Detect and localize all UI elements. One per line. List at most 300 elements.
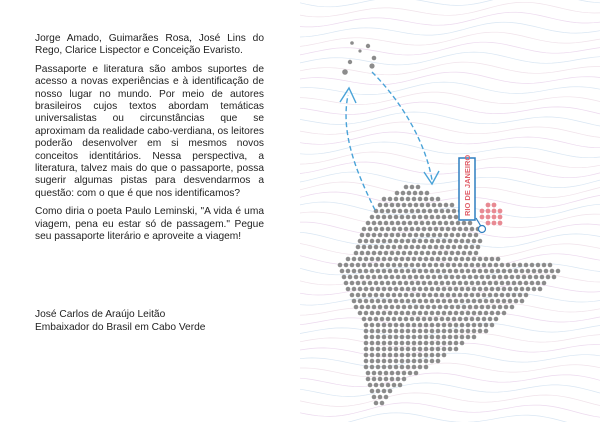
map-dot xyxy=(400,365,405,370)
map-dot xyxy=(474,305,479,310)
map-dot xyxy=(376,257,381,262)
map-dot xyxy=(372,275,377,280)
map-dot xyxy=(424,341,429,346)
rio-dot xyxy=(498,221,503,226)
map-illustration xyxy=(300,0,600,422)
map-dot xyxy=(442,269,447,274)
map-dot xyxy=(430,323,435,328)
paragraph-leminski: Como diria o poeta Paulo Leminski, "A vida é uma viagem, pena eu estar só de passagem." Pegue seu passaporte literário e aproveite a viagem! xyxy=(35,206,264,243)
map-dot xyxy=(424,239,429,244)
map-dot xyxy=(406,329,411,334)
map-dot xyxy=(388,323,393,328)
map-dot xyxy=(376,341,381,346)
right-page xyxy=(300,0,600,422)
map-dot xyxy=(364,323,369,328)
map-dot xyxy=(364,359,369,364)
map-dot xyxy=(512,281,517,286)
map-dot xyxy=(388,335,393,340)
map-dot xyxy=(364,329,369,334)
map-dot xyxy=(514,287,519,292)
wave-line xyxy=(300,383,600,397)
map-dot xyxy=(536,263,541,268)
map-dot xyxy=(408,371,413,376)
map-dot xyxy=(500,293,505,298)
map-dot xyxy=(454,215,459,220)
map-dot xyxy=(456,221,461,226)
map-dot xyxy=(382,299,387,304)
map-dot xyxy=(410,263,415,268)
map-dot xyxy=(428,293,433,298)
map-dot xyxy=(382,359,387,364)
map-dot xyxy=(380,383,385,388)
rio-dot xyxy=(480,215,485,220)
map-dot xyxy=(518,281,523,286)
map-dot xyxy=(406,299,411,304)
map-dot xyxy=(378,203,383,208)
map-dot xyxy=(382,347,387,352)
map-dot xyxy=(458,245,463,250)
map-dot xyxy=(376,299,381,304)
map-dot xyxy=(400,311,405,316)
map-dot xyxy=(368,263,373,268)
paragraph-passport: Passaporte e literatura são ambos suportes de acesso a novas experiências e à identificação de nosso lugar no mundo. Por meio de autores brasileiros cujos textos abordam temáticas universalistas ou circunstâncias que se aproximam da realidade cabo-verdiana, os leitores poderão desenvolver em si mesmos novos conceitos identitários. Nessa perspectiva, a literatura, talvez mais do que o passaporte, possa sugerir algumas pistas para desvendarmos a questão: com o que é que nos identificamos? xyxy=(35,63,264,199)
map-dot xyxy=(504,305,509,310)
map-dot xyxy=(402,275,407,280)
map-dot xyxy=(358,287,363,292)
map-dot xyxy=(454,347,459,352)
map-dot xyxy=(500,263,505,268)
map-dot xyxy=(488,317,493,322)
map-dot xyxy=(388,347,393,352)
map-dot xyxy=(401,191,406,196)
map-dot xyxy=(448,239,453,244)
map-dot xyxy=(406,335,411,340)
map-dot xyxy=(510,275,515,280)
wave-line xyxy=(300,42,600,55)
map-dot xyxy=(398,293,403,298)
map-dot xyxy=(422,263,427,268)
map-dot xyxy=(382,257,387,262)
map-dot xyxy=(420,221,425,226)
map-dot xyxy=(448,323,453,328)
map-dot xyxy=(406,347,411,352)
map-dot xyxy=(362,263,367,268)
map-dot xyxy=(472,239,477,244)
map-dot xyxy=(394,341,399,346)
map-dot xyxy=(352,257,357,262)
map-dot xyxy=(458,317,463,322)
map-dot xyxy=(448,347,453,352)
map-dot xyxy=(422,317,427,322)
map-dot xyxy=(448,329,453,334)
map-dot xyxy=(412,287,417,292)
map-dot xyxy=(374,293,379,298)
map-dot xyxy=(416,209,421,214)
map-dot xyxy=(424,269,429,274)
map-dot xyxy=(396,371,401,376)
map-dot xyxy=(380,263,385,268)
map-dot xyxy=(532,287,537,292)
map-dot xyxy=(442,215,447,220)
map-dot xyxy=(364,341,369,346)
map-dot xyxy=(436,269,441,274)
map-dot xyxy=(454,311,459,316)
map-dot xyxy=(448,299,453,304)
map-dot xyxy=(430,215,435,220)
map-dot xyxy=(440,227,445,232)
map-dot xyxy=(370,287,375,292)
map-dot xyxy=(460,269,465,274)
wave-line xyxy=(300,152,600,168)
map-dot xyxy=(472,287,477,292)
signature-title: Embaixador do Brasil em Cabo Verde xyxy=(35,322,206,333)
map-dot xyxy=(434,317,439,322)
map-dot xyxy=(400,269,405,274)
map-dot xyxy=(452,281,457,286)
map-dot xyxy=(502,269,507,274)
map-dot xyxy=(370,311,375,316)
map-dot xyxy=(374,245,379,250)
map-dot xyxy=(452,245,457,250)
map-dot xyxy=(460,329,465,334)
map-dot xyxy=(352,269,357,274)
map-dot xyxy=(394,197,399,202)
map-dot xyxy=(370,359,375,364)
map-dot xyxy=(412,329,417,334)
map-dot xyxy=(372,305,377,310)
map-dot xyxy=(360,305,365,310)
map-dot xyxy=(358,299,363,304)
map-dot xyxy=(432,203,437,208)
map-dot xyxy=(390,233,395,238)
map-dot xyxy=(430,239,435,244)
map-dot xyxy=(414,371,419,376)
map-dot xyxy=(428,281,433,286)
map-dot xyxy=(466,335,471,340)
rio-dot xyxy=(480,209,485,214)
map-dot xyxy=(372,371,377,376)
map-dot xyxy=(384,221,389,226)
map-dot xyxy=(386,293,391,298)
map-dot xyxy=(464,227,469,232)
map-dot xyxy=(492,275,497,280)
map-dot xyxy=(352,287,357,292)
map-dot xyxy=(494,317,499,322)
map-dot xyxy=(474,275,479,280)
rio-dot xyxy=(492,215,497,220)
map-dot xyxy=(376,287,381,292)
map-dot xyxy=(406,359,411,364)
map-dot xyxy=(484,287,489,292)
map-dot xyxy=(422,281,427,286)
map-dot xyxy=(364,257,369,262)
map-dot xyxy=(430,329,435,334)
map-dot xyxy=(410,317,415,322)
map-dot xyxy=(472,323,477,328)
map-dot xyxy=(370,347,375,352)
map-dot xyxy=(406,311,411,316)
island-dot xyxy=(358,49,361,52)
map-dot xyxy=(370,323,375,328)
map-dot xyxy=(500,281,505,286)
map-dot xyxy=(378,305,383,310)
map-dot xyxy=(460,287,465,292)
map-dot xyxy=(404,293,409,298)
map-dot xyxy=(448,269,453,274)
map-dot xyxy=(432,305,437,310)
map-dot xyxy=(390,251,395,256)
map-dot xyxy=(442,347,447,352)
map-dot xyxy=(458,293,463,298)
map-dot xyxy=(454,299,459,304)
map-dot xyxy=(446,209,451,214)
map-dot xyxy=(390,221,395,226)
map-dot xyxy=(410,209,415,214)
signature xyxy=(35,308,275,334)
map-dot xyxy=(428,263,433,268)
map-dot xyxy=(370,335,375,340)
map-dot xyxy=(482,281,487,286)
map-dot xyxy=(392,263,397,268)
map-dot xyxy=(424,323,429,328)
map-dot xyxy=(532,269,537,274)
map-dot xyxy=(544,269,549,274)
map-dot xyxy=(408,221,413,226)
map-dot xyxy=(342,275,347,280)
map-dot xyxy=(356,281,361,286)
map-dot xyxy=(424,335,429,340)
map-dot xyxy=(430,197,435,202)
map-dot xyxy=(484,329,489,334)
map-dot xyxy=(524,281,529,286)
map-dot xyxy=(526,287,531,292)
map-dot xyxy=(418,359,423,364)
map-dot xyxy=(442,239,447,244)
map-dot xyxy=(376,239,381,244)
map-dot xyxy=(472,329,477,334)
map-dot xyxy=(382,341,387,346)
map-dot xyxy=(412,215,417,220)
wave-line xyxy=(300,0,600,7)
map-dot xyxy=(390,275,395,280)
map-dot xyxy=(436,335,441,340)
rio-dot xyxy=(492,203,497,208)
map-dot xyxy=(536,281,541,286)
map-dot xyxy=(518,293,523,298)
map-dot xyxy=(542,263,547,268)
map-dot xyxy=(506,263,511,268)
map-dot xyxy=(398,245,403,250)
map-dot xyxy=(458,227,463,232)
map-dot xyxy=(424,311,429,316)
map-dot xyxy=(378,221,383,226)
map-dot xyxy=(384,371,389,376)
map-dot xyxy=(472,335,477,340)
map-dot xyxy=(412,359,417,364)
map-dot xyxy=(454,335,459,340)
map-dot xyxy=(428,317,433,322)
map-dot xyxy=(350,281,355,286)
map-dot xyxy=(394,365,399,370)
wave-line xyxy=(300,142,600,158)
map-dot xyxy=(404,263,409,268)
map-dot xyxy=(412,365,417,370)
map-dot xyxy=(450,203,455,208)
map-dot xyxy=(428,245,433,250)
map-dot xyxy=(470,317,475,322)
map-dot xyxy=(400,287,405,292)
map-dot xyxy=(546,275,551,280)
island-dot xyxy=(366,44,370,48)
map-dot xyxy=(370,353,375,358)
map-dot xyxy=(406,353,411,358)
map-dot xyxy=(407,191,412,196)
map-dot xyxy=(418,197,423,202)
map-dot xyxy=(356,293,361,298)
map-dot xyxy=(514,299,519,304)
wave-line xyxy=(300,353,600,367)
map-dot xyxy=(478,299,483,304)
map-dot xyxy=(398,209,403,214)
map-dot xyxy=(366,371,371,376)
map-dot xyxy=(395,191,400,196)
map-dot xyxy=(448,335,453,340)
map-dot xyxy=(406,257,411,262)
map-dot xyxy=(384,233,389,238)
map-dot xyxy=(402,203,407,208)
map-dot xyxy=(446,227,451,232)
map-dot xyxy=(458,263,463,268)
map-dot xyxy=(410,185,415,190)
wave-line xyxy=(300,132,600,148)
map-dot xyxy=(430,299,435,304)
map-dot xyxy=(426,203,431,208)
map-dot xyxy=(346,269,351,274)
map-dot xyxy=(444,233,449,238)
map-dot xyxy=(340,269,345,274)
map-dot xyxy=(432,251,437,256)
map-dot xyxy=(400,335,405,340)
map-dot xyxy=(372,221,377,226)
map-dot xyxy=(436,239,441,244)
map-dot xyxy=(382,389,387,394)
map-dot xyxy=(484,311,489,316)
map-dot xyxy=(430,269,435,274)
map-dot xyxy=(386,263,391,268)
map-dot xyxy=(364,239,369,244)
map-dot xyxy=(418,335,423,340)
island-dot xyxy=(369,63,374,68)
map-dot xyxy=(454,287,459,292)
map-dot xyxy=(474,251,479,256)
map-dot xyxy=(388,389,393,394)
map-dot xyxy=(436,329,441,334)
map-dot xyxy=(460,257,465,262)
map-dot xyxy=(444,275,449,280)
map-dot xyxy=(356,245,361,250)
map-dot xyxy=(424,353,429,358)
map-dot xyxy=(446,293,451,298)
map-dot xyxy=(396,203,401,208)
map-dot xyxy=(390,305,395,310)
wave-line xyxy=(300,12,600,27)
map-dot xyxy=(382,287,387,292)
map-dot xyxy=(426,251,431,256)
map-dot xyxy=(530,263,535,268)
map-dot xyxy=(414,275,419,280)
map-dot xyxy=(374,263,379,268)
map-dot xyxy=(502,287,507,292)
map-dot xyxy=(368,227,373,232)
map-dot xyxy=(390,203,395,208)
map-dot xyxy=(424,365,429,370)
map-dot xyxy=(436,323,441,328)
map-dot xyxy=(418,215,423,220)
island-dot xyxy=(350,41,354,45)
map-dot xyxy=(478,287,483,292)
map-dot xyxy=(418,341,423,346)
map-dot xyxy=(418,323,423,328)
map-dot xyxy=(412,335,417,340)
map-dot xyxy=(418,365,423,370)
map-dot xyxy=(394,359,399,364)
map-dot xyxy=(450,233,455,238)
map-dot xyxy=(346,287,351,292)
map-dot xyxy=(382,323,387,328)
map-dot xyxy=(430,353,435,358)
map-dot xyxy=(344,281,349,286)
map-dot xyxy=(524,293,529,298)
map-dot xyxy=(512,263,517,268)
map-dot xyxy=(424,197,429,202)
map-dot xyxy=(432,275,437,280)
map-dot xyxy=(490,287,495,292)
map-dot xyxy=(454,323,459,328)
map-dot xyxy=(382,239,387,244)
map-dot xyxy=(416,245,421,250)
map-dot xyxy=(406,215,411,220)
map-dot xyxy=(478,239,483,244)
map-dot xyxy=(378,233,383,238)
map-dot xyxy=(524,263,529,268)
map-dot xyxy=(384,377,389,382)
map-dot xyxy=(388,359,393,364)
map-dot xyxy=(466,287,471,292)
map-dot xyxy=(374,281,379,286)
map-dot xyxy=(428,227,433,232)
map-dot xyxy=(488,293,493,298)
map-dot xyxy=(413,191,418,196)
map-dot xyxy=(476,293,481,298)
map-dot xyxy=(396,377,401,382)
map-dot xyxy=(396,305,401,310)
map-dot xyxy=(450,221,455,226)
map-dot xyxy=(364,269,369,274)
rio-dot xyxy=(486,209,491,214)
map-dot xyxy=(460,341,465,346)
rio-dot xyxy=(498,209,503,214)
map-dot xyxy=(448,341,453,346)
map-dot xyxy=(454,341,459,346)
map-dot xyxy=(498,275,503,280)
map-dot xyxy=(442,257,447,262)
map-dot xyxy=(380,293,385,298)
map-dot xyxy=(418,353,423,358)
wave-line xyxy=(300,363,600,377)
map-dot xyxy=(376,215,381,220)
map-dot xyxy=(468,251,473,256)
map-dot xyxy=(426,305,431,310)
